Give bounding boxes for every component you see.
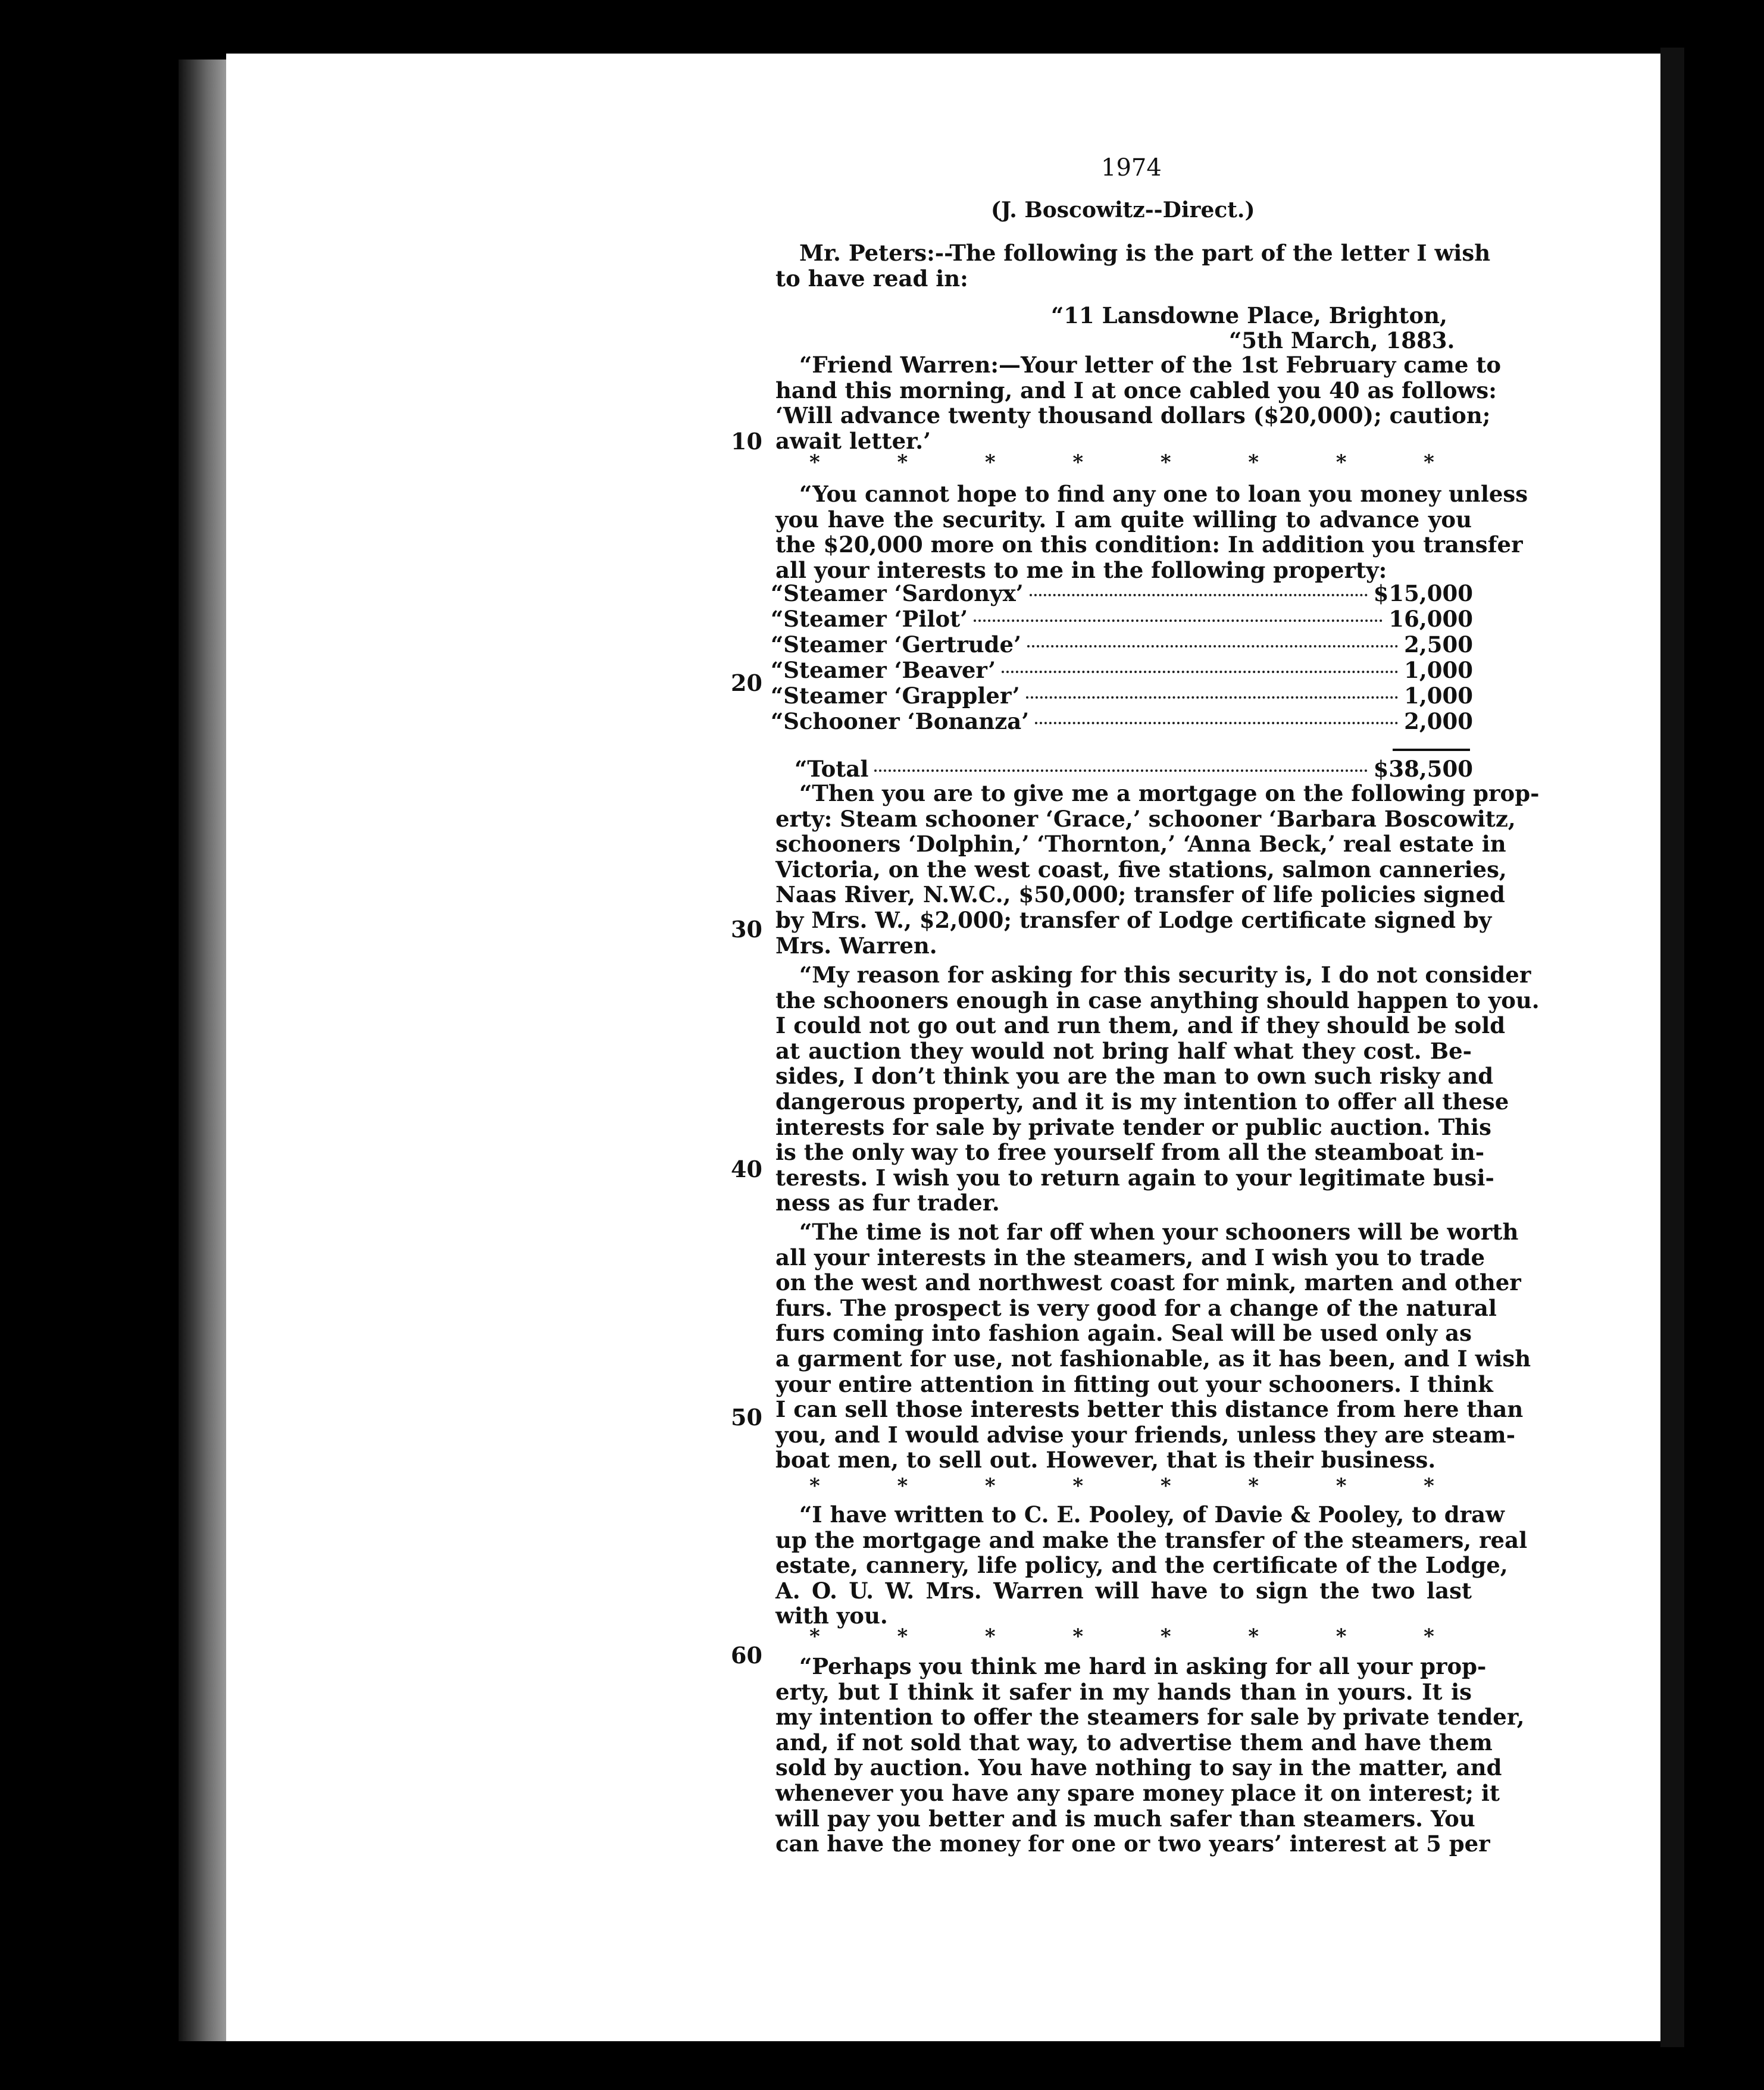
separator-star: * (809, 450, 820, 474)
separator-star: * (897, 450, 908, 474)
para4-line: ness as fur trader. (775, 1190, 1000, 1216)
para7-line: sold by auction. You have nothing to say in the matter, and (775, 1754, 1502, 1781)
separator-star: * (1248, 450, 1259, 474)
separator-star: * (1160, 1625, 1171, 1648)
para5-line: all your interests in the steamers, and I wish you to trade (775, 1244, 1485, 1271)
para7-line: my intention to offer the steamers for sale by private tender, (775, 1704, 1525, 1731)
separator-stars (809, 450, 1434, 474)
line-number: 30 (731, 916, 762, 943)
separator-star: * (1160, 450, 1171, 474)
leader-dots (1030, 594, 1368, 596)
para4-line: interests for sale by private tender or public auction. This (775, 1113, 1491, 1140)
para7-line: and, if not sold that way, to advertise them and have them (775, 1729, 1493, 1756)
total-amount: $38,500 (1373, 756, 1473, 782)
leader-dots (1035, 722, 1398, 724)
leader-dots (1026, 696, 1398, 699)
line-number: 60 (731, 1642, 762, 1669)
page-right-edge (1660, 48, 1684, 2047)
line-number: 40 (731, 1156, 762, 1182)
para4-line: I could not go out and run them, and if they should be sold (775, 1012, 1506, 1039)
para1-line: ‘Will advance twenty thousand dollars ($20,000); caution; (775, 402, 1491, 429)
para7-line: “Perhaps you think me hard in asking for all your prop- (799, 1653, 1487, 1679)
para5-line: furs coming into fashion again. Seal will be used only as (775, 1320, 1472, 1347)
leader-dots (1027, 645, 1398, 647)
para4-line: at auction they would not bring half what they cost. Be- (775, 1037, 1472, 1064)
scan-border (1684, 0, 1764, 2090)
para7-line: erty, but I think it safer in my hands than in yours. It is (775, 1678, 1472, 1705)
leader-dots (874, 769, 1367, 772)
separator-star: * (897, 1474, 908, 1498)
para5-line: furs. The prospect is very good for a change of the natural (775, 1294, 1497, 1321)
para3-line: erty: Steam schooner ‘Grace,’ schooner ‘Barbara Boscowitz, (775, 805, 1516, 832)
para4-line: is the only way to free yourself from all the steamboat in- (775, 1139, 1485, 1166)
page-heading: (J. Boscowitz--Direct.) (991, 198, 1255, 223)
line-number: 10 (731, 428, 762, 455)
book-page-stack-edge (179, 60, 226, 2041)
para2-line: you have the security. I am quite willing to advance you (775, 506, 1472, 533)
para2-line: “You cannot hope to find any one to loan you money unless (799, 481, 1528, 507)
para5-line: on the west and northwest coast for mink, marten and other (775, 1269, 1521, 1296)
separator-star: * (1424, 1625, 1434, 1648)
para3-line: Naas River, N.W.C., $50,000; transfer of life policies signed (775, 881, 1505, 908)
property-name: “Steamer ‘Sardonyx’ (771, 580, 1024, 606)
para7-line: whenever you have any spare money place it on interest; it (775, 1780, 1500, 1806)
property-amount: 16,000 (1388, 606, 1473, 632)
separator-star: * (1335, 1474, 1347, 1498)
line-number: 50 (731, 1404, 762, 1431)
para5-line: a garment for use, not fashionable, as it has been, and I wish (775, 1346, 1531, 1372)
para4-line: sides, I don’t think you are the man to own such risky and (775, 1063, 1494, 1090)
para2-line: the $20,000 more on this condition: In addition you transfer (775, 531, 1523, 558)
separator-star: * (984, 1474, 996, 1498)
property-name: “Steamer ‘Beaver’ (771, 657, 996, 683)
para3-line: by Mrs. W., $2,000; transfer of Lodge certificate signed by (775, 907, 1492, 933)
separator-star: * (1072, 450, 1084, 474)
intro-line: to have read in: (775, 265, 968, 292)
page-number: 1974 (1101, 154, 1162, 182)
para6-line: “I have written to C. E. Pooley, of Davie & Pooley, to draw (799, 1501, 1505, 1528)
property-name: “Steamer ‘Pilot’ (771, 606, 968, 632)
para4-line: dangerous property, and it is my intention to offer all these (775, 1088, 1509, 1115)
separator-star: * (984, 450, 996, 474)
para3-line: schooners ‘Dolphin,’ ‘Thornton,’ ‘Anna Beck,’ real estate in (775, 831, 1506, 858)
para6-line: up the mortgage and make the transfer of the steamers, real (775, 1526, 1528, 1553)
para5-line: you, and I would advise your friends, unless they are steam- (775, 1421, 1516, 1448)
intro-line: Mr. Peters:--The following is the part of the letter I wish (799, 240, 1491, 266)
property-row (771, 631, 1473, 656)
property-name: “Schooner ‘Bonanza’ (771, 708, 1030, 734)
property-amount: 1,000 (1404, 657, 1473, 683)
para4-line: the schooners enough in case anything should happen to you. (775, 987, 1540, 1013)
total-label: “Total (795, 756, 869, 782)
property-name: “Steamer ‘Grappler’ (771, 683, 1020, 709)
separator-star: * (1424, 450, 1434, 474)
para3-line: “Then you are to give me a mortgage on the following prop- (799, 780, 1540, 806)
para3-line: Mrs. Warren. (775, 932, 937, 959)
address-line: “11 Lansdowne Place, Brighton, (1051, 302, 1447, 328)
property-amount: 2,000 (1404, 708, 1473, 734)
para2-line: all your interests to me in the following property: (775, 556, 1387, 583)
para1-line: hand this morning, and I at once cabled you 40 as follows: (775, 377, 1497, 403)
para6-line: A. O. U. W. Mrs. Warren will have to sign the two last (775, 1577, 1472, 1604)
line-number: 20 (731, 669, 762, 696)
para1-line: “Friend Warren:—Your letter of the 1st February came to (799, 352, 1502, 378)
separator-star: * (1424, 1474, 1434, 1498)
property-row (771, 683, 1473, 708)
total-rule (1393, 749, 1470, 751)
property-row (771, 708, 1473, 733)
separator-star: * (1248, 1474, 1259, 1498)
para5-line: “The time is not far off when your schooners will be worth (799, 1219, 1519, 1245)
separator-star: * (809, 1625, 820, 1648)
separator-star: * (1335, 1625, 1347, 1648)
property-row (771, 606, 1473, 631)
separator-star: * (1160, 1474, 1171, 1498)
para5-line: boat men, to sell out. However, that is their business. (775, 1447, 1436, 1473)
para5-line: your entire attention in fitting out your schooners. I think (775, 1371, 1493, 1397)
para6-line: estate, cannery, life policy, and the certificate of the Lodge, (775, 1552, 1508, 1579)
separator-stars (809, 1474, 1434, 1498)
separator-star: * (1248, 1625, 1259, 1648)
separator-star: * (1072, 1625, 1084, 1648)
para4-line: terests. I wish you to return again to your legitimate busi- (775, 1164, 1494, 1191)
address-line: “5th March, 1883. (1229, 327, 1455, 353)
total-row (795, 756, 1473, 781)
para4-line: “My reason for asking for this security is, I do not consider (799, 962, 1531, 988)
leader-dots (1002, 671, 1398, 673)
separator-star: * (1072, 1474, 1084, 1498)
property-amount: 2,500 (1404, 631, 1473, 658)
property-name: “Steamer ‘Gertrude’ (771, 631, 1021, 658)
property-amount: $15,000 (1373, 580, 1473, 606)
para3-line: Victoria, on the west coast, five stations, salmon canneries, (775, 856, 1507, 883)
para7-line: can have the money for one or two years’ interest at 5 per (775, 1831, 1490, 1857)
property-row (771, 580, 1473, 605)
leader-dots (974, 620, 1383, 622)
property-amount: 1,000 (1404, 683, 1473, 709)
separator-star: * (984, 1625, 996, 1648)
separator-star: * (1335, 450, 1347, 474)
para6-line: with you. (775, 1603, 888, 1629)
para7-line: will pay you better and is much safer than steamers. You (775, 1805, 1475, 1832)
para1-line: await letter.’ (775, 427, 931, 454)
property-row (771, 657, 1473, 682)
separator-stars (809, 1625, 1434, 1648)
para5-line: I can sell those interests better this distance from here than (775, 1396, 1524, 1423)
separator-star: * (897, 1625, 908, 1648)
separator-star: * (809, 1474, 820, 1498)
